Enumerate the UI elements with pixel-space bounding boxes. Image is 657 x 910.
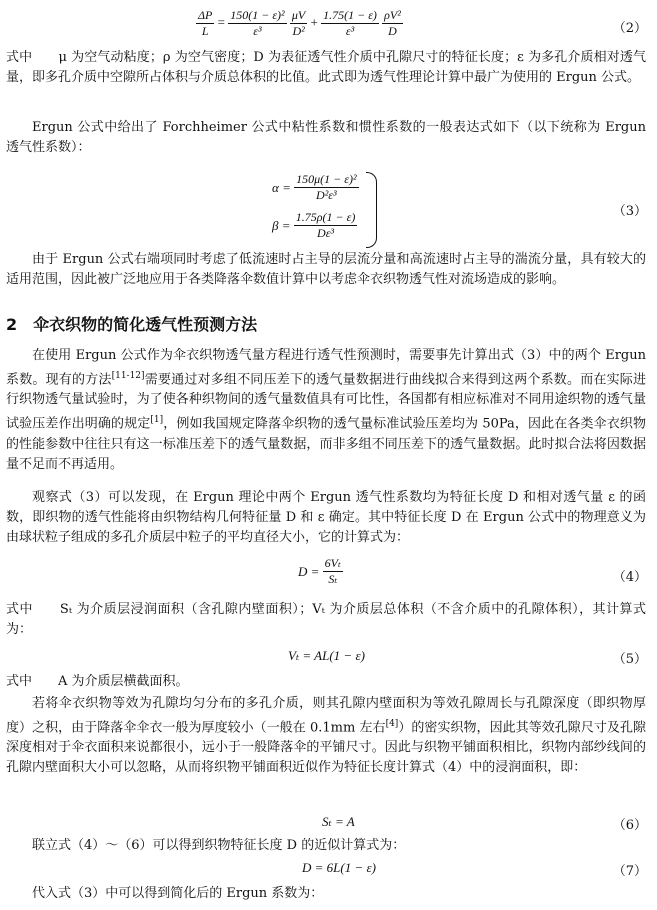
eq4-number: （4） (612, 570, 647, 585)
eq2-term1: $\frac{\text{150(1 − ε)²}}{\text{ε³}}$ (230, 8, 285, 38)
eq5-number: （5） (612, 652, 647, 667)
equation-2: $\frac{\Delta P}{L}$ = $\frac{\text{150(1 − ε)²}}{\text{ε³}}$ $\frac{\mu V}{\text{D²}}$ + $\frac{1.75(1 - \varepsilon)}{\text{ε³}}$ $\frac{\text{ρV²}}{D}$ （2） (198, 8, 647, 38)
paragraph-wetted-area: 式中 Sₜ 为介质层浸润面积（含孔隙内壁面积）；Vₜ 为介质层总体积（不含介质中的孔隙体积），其计算式为： (6, 602, 646, 637)
equation-4: D = $\frac{\text{6Vₜ}}{\text{Sₜ}}$ （4） (298, 556, 647, 586)
citation: [1] (150, 415, 164, 426)
citation: [4] (385, 719, 399, 729)
eq3-beta: $\frac{1.75\rho(1 - \varepsilon)}{\text{Dε³}}$ (295, 210, 356, 240)
eq2-number: （2） (612, 21, 647, 36)
equation-6: Sₜ = A （6） (322, 814, 647, 833)
paragraph-cross-section: 式中 A 为介质层横截面积。 (6, 674, 189, 689)
paragraph-ergun-applicability: 由于 Ergun 公式右端项同时考虑了低流速时占主导的层流分量和高流速时占主导的湍流分量，具有较大的适用范围，因此被广泛地应用于各类降落伞数值计算中以考虑伞衣织物透气性对流场造成的影响。 (6, 252, 646, 287)
paragraph-symbols: 式中 μ 为空气动粘度；ρ 为空气密度；D 为表征透气性介质中孔隙尺寸的特征长度；ε 为多孔介质相对透气量，即多孔介质中空隙所占体积与介质总体积的比值。此式即为透气性理论计算中最广为使用的 Ergun 公式。 (6, 50, 646, 85)
eq3-brace (366, 172, 377, 248)
paragraph-combine-equations: 联立式（4）～（6）可以得到织物特征长度 D 的近似计算式为： (32, 838, 406, 853)
eq2-term1b: $\frac{\mu V}{\text{D²}}$ (291, 8, 306, 38)
eq2-term2b: $\frac{\text{ρV²}}{D}$ (384, 8, 401, 38)
paragraph-existing-methods: 在使用 Ergun 公式作为伞衣织物透气量方程进行透气性预测时，需要事先计算出式（3）中的两个 Ergun 系数。现有的方法[11-12]需要通过对多组不同压差下的透气量数据进行曲线拟合来得到这两个系数。而在实际进行织物透气量试验时，为了使各种织物间的透气量数值具有可比性，各国都有相应标准对不同用途织物的透气量试验压差作出明确的规定[1]，例如我国规定降落伞织物的透气量标准试验压差均为 50Pa，因此在各类伞衣织物的性能参数中往往只有这一标准压差下的透气量数据，而非多组不同压差下的透气量数据。此时拟合法将因数据量不足而不再适用。 (6, 348, 646, 472)
paper-page: $\frac{\Delta P}{L}$ = $\frac{\text{150(1 − ε)²}}{\text{ε³}}$ $\frac{\mu V}{\text{D²}}$ + $\frac{1.75(1 - \varepsilon)}{\text{ε³}}$ $\frac{\text{ρV²}}{D}$ （2） 式中 μ 为空气动粘度；ρ 为空气密度；D 为表征透气性介质中孔隙尺寸的特征长度；ε 为多孔介质相对透气量，即多孔介质中空隙所占体积与介质总体积的比值。此式即为透气性理论计算中最广为使用的 Ergun 公式。 Ergun 公式中给出了 Forchheimer 公式中粘性系数和惯性系数的一般表达式如下（以下统称为 Ergun 透气性系数）： α = $\frac{\text{150μ(1 − ε)²}}{\text{D²ε³}}$ β = $\frac{1.75\rho(1 - \varepsilon)}{\text{Dε³}}$ （3） 由于 Ergun 公式右端项同时考虑了低流速时占主导的层流分量和高流速时占主导的湍流分量，具有较大的适用范围，因此被广泛地应用于各类降落伞数值计算中以考虑伞衣织物透气性对流场造成的影响。 2 伞衣织物的简化透气性预测方法 在使用 Ergun 公式作为伞衣织物透气量方程进行透气性预测时，需要事先计算出式（3）中的两个 Ergun 系数。现有的方法[11-12]需要通过对多组不同压差下的透气量数据进行曲线拟合来得到这两个系数。而在实际进行织物透气量试验时，为了使各种织物间的透气量数值具有可比性，各国都有相应标准对不同用途织物的透气量试验压差作出明确的规定[1]，例如我国规定降落伞织物的透气量标准试验压差均为 50Pa，因此在各类伞衣织物的性能参数中往往只有这一标准压差下的透气量数据，而非多组不同压差下的透气量数据。此时拟合法将因数据量不足而不再适用。 观察式（3）可以发现，在 Ergun 理论中两个 Ergun 透气性系数均为特征长度 D 和相对透气量 ε 的函数，即织物的透气性能将由织物结构几何特征量 D 和 ε 确定。其中特征长度 D 在 Ergun 公式中的物理意义为由球状粒子组成的多孔介质层中粒子的平均直径大小，它的计算式为： D = $\frac{\text{6Vₜ}}{\text{Sₜ}}$ （4） 式中 Sₜ 为介质层浸润面积（含孔隙内壁面积）；Vₜ 为介质层总体积（不含介质中的孔隙体积），其计算式为： Vₜ = AL(1 − ε) （5） 式中 A 为介质层横截面积。 若将伞衣织物等效为孔隙均匀分布的多孔介质，则其孔隙内壁面积为等效孔隙周长与孔隙深度（即织物厚度）之积，由于降落伞伞衣一般为厚度较小（一般在 0.1mm 左右[4]）的密实织物，因此其等效孔隙尺寸及孔隙深度相对于伞衣面积来说都很小，远小于一般降落伞的平铺尺寸。因此与织物平铺面积相比，织物内部纱线间的孔隙内壁面积大小可以忽略，从而将织物平铺面积近似作为特征长度计算式（4）中的浸润面积，即： Sₜ = A （6） 联立式（4）～（6）可以得到织物特征长度 D 的近似计算式为： D = 6L(1 − ε) （7） 代入式（3）中可以得到简化后的 Ergun 系数为： (0, 0, 657, 910)
paragraph-ergun-coefficients: Ergun 公式中给出了 Forchheimer 公式中粘性系数和惯性系数的一般表达式如下（以下统称为 Ergun 透气性系数）： (6, 120, 646, 155)
section-number: 2 (6, 315, 18, 334)
paragraph-fabric-assumption: 若将伞衣织物等效为孔隙均匀分布的多孔介质，则其孔隙内壁面积为等效孔隙周长与孔隙深度（即织物厚度）之积，由于降落伞伞衣一般为厚度较小（一般在 0.1mm 左右[4]）的密实织物，因此其等效孔隙尺寸及孔隙深度相对于伞衣面积来说都很小，远小于一般降落伞的平铺尺寸。因此与织物平铺面积相比，织物内部纱线间的孔隙内壁面积大小可以忽略，从而将织物平铺面积近似作为特征长度计算式（4）中的浸润面积，即： (6, 696, 646, 776)
eq7-number: （7） (612, 864, 647, 879)
eq2-term2: $\frac{1.75(1 - \varepsilon)}{\text{ε³}}$ (323, 8, 377, 38)
eq4-fraction: $\frac{\text{6Vₜ}}{\text{Sₜ}}$ (324, 556, 341, 586)
section-heading (6, 312, 257, 335)
section-title: 伞衣织物的简化透气性预测方法 (33, 315, 258, 334)
citation: [11-12] (111, 371, 145, 381)
eq3-number: （3） (612, 204, 647, 219)
eq2-lhs: $\frac{\Delta P}{L}$ (198, 8, 213, 38)
eq3-alpha: $\frac{\text{150μ(1 − ε)²}}{\text{D²ε³}}$ (296, 172, 357, 202)
paragraph-simplified-coefficients: 代入式（3）中可以得到简化后的 Ergun 系数为： (32, 886, 324, 901)
equation-5: Vₜ = AL(1 − ε) （5） (288, 648, 647, 667)
eq6-number: （6） (612, 818, 647, 833)
paragraph-characteristic-length: 观察式（3）可以发现，在 Ergun 理论中两个 Ergun 透气性系数均为特征长度 D 和相对透气量 ε 的函数，即织物的透气性能将由织物结构几何特征量 D 和 ε 确定。其中特征长度 D 在 Ergun 公式中的物理意义为由球状粒子组成的多孔介质层中粒子的平均直径大小，它的计算式为： (6, 490, 646, 545)
equation-7: D = 6L(1 − ε) （7） (302, 860, 647, 879)
